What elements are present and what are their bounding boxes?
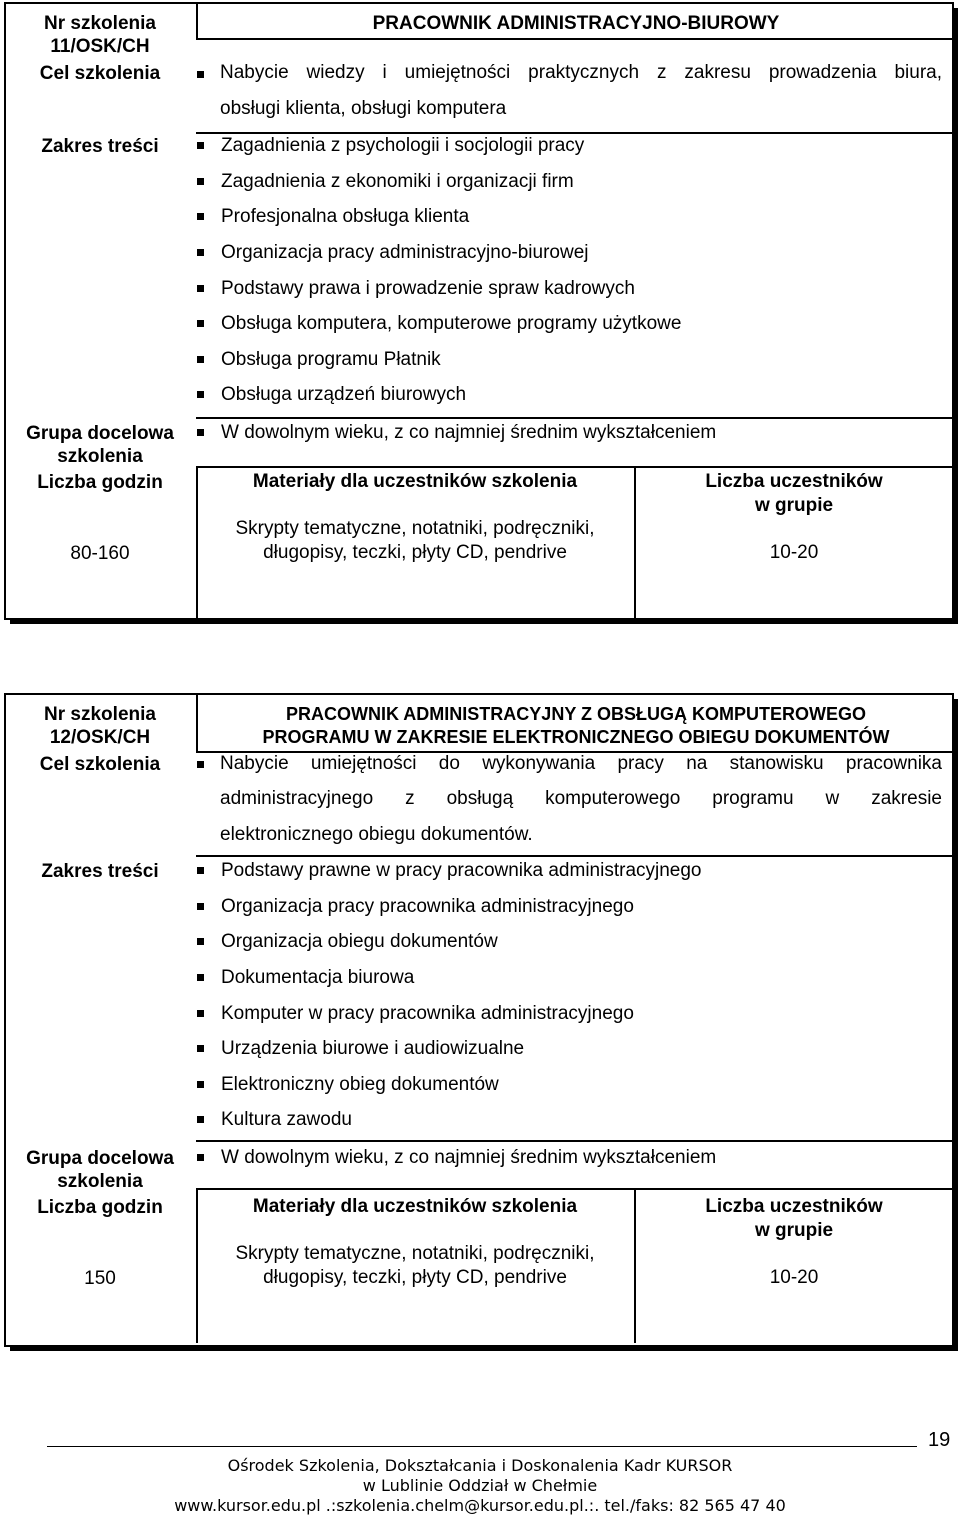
list-item: Dokumentacja biurowa xyxy=(197,967,414,989)
footer-line: Ośrodek Szkolenia, Dokształcania i Doskonalenia Kadr KURSOR xyxy=(227,1456,733,1475)
list-item: Zagadnienia z psychologii i socjologii pracy xyxy=(197,135,584,157)
divider xyxy=(196,466,952,468)
godzin-label: Liczba godzin xyxy=(37,472,163,493)
cel-text-line: administracyjnego z obsługą komputerowego programu w zakresie xyxy=(220,788,942,809)
footer-rule xyxy=(47,1446,917,1447)
uczestnikow-label: Liczba uczestników xyxy=(705,1196,883,1217)
list-item: Obsługa komputera, komputerowe programy użytkowe xyxy=(197,313,681,335)
list-item: Organizacja obiegu dokumentów xyxy=(197,931,498,953)
course-title: PRACOWNIK ADMINISTRACYJNY Z OBSŁUGĄ KOMPUTEROWEGO xyxy=(285,704,866,724)
grupa-label: Grupa docelowa xyxy=(26,1148,174,1169)
nr-label: Nr szkolenia xyxy=(44,704,156,725)
uczestnikow-value: 10-20 xyxy=(769,1267,819,1288)
list-item: Komputer w pracy pracownika administracyjnego xyxy=(197,1003,634,1025)
grupa-label: Grupa docelowa xyxy=(26,423,174,444)
cel-text-line: elektronicznego obiegu dokumentów. xyxy=(220,824,533,845)
list-item: Obsługa urządzeń biurowych xyxy=(197,384,466,406)
godzin-value: 80-160 xyxy=(70,543,130,564)
materialy-text: Skrypty tematyczne, notatniki, podręczniki, xyxy=(235,1243,595,1264)
list-item: Zagadnienia z ekonomiki i organizacji firm xyxy=(197,171,574,193)
nr-value: 11/OSK/CH xyxy=(50,36,150,57)
divider xyxy=(196,38,952,40)
grupa-value: W dowolnym wieku, z co najmniej średnim wykształceniem xyxy=(197,422,716,444)
bullet-icon xyxy=(197,761,204,768)
nr-value: 12/OSK/CH xyxy=(49,727,151,748)
list-item: Organizacja pracy pracownika administracyjnego xyxy=(197,896,634,918)
materialy-text: długopisy, teczki, płyty CD, pendrive xyxy=(263,1267,567,1288)
cel-label: Cel szkolenia xyxy=(39,754,161,775)
grupa-label: szkolenia xyxy=(57,1171,143,1192)
list-item: Organizacja pracy administracyjno-biurowej xyxy=(197,242,589,264)
list-item: Obsługa programu Płatnik xyxy=(197,349,441,371)
cel-text-line: obsługi klienta, obsługi komputera xyxy=(220,98,507,119)
nr-label: Nr szkolenia xyxy=(44,13,156,34)
divider xyxy=(196,1140,952,1142)
grupa-value: W dowolnym wieku, z co najmniej średnim wykształceniem xyxy=(197,1147,716,1169)
course-title: PRACOWNIK ADMINISTRACYJNO-BIUROWY xyxy=(372,13,780,34)
list-item: Urządzenia biurowe i audiowizualne xyxy=(197,1038,524,1060)
uczestnikow-label: Liczba uczestników xyxy=(705,471,883,492)
footer-line: w Lublinie Oddział w Chełmie xyxy=(362,1476,598,1495)
list-item: Podstawy prawne w pracy pracownika administracyjnego xyxy=(197,860,702,882)
cel-label: Cel szkolenia xyxy=(39,63,161,84)
uczestnikow-label: w grupie xyxy=(754,495,834,516)
materialy-label: Materiały dla uczestników szkolenia xyxy=(252,1196,578,1217)
divider xyxy=(196,132,952,134)
materialy-text: Skrypty tematyczne, notatniki, podręczniki, xyxy=(235,518,595,539)
footer-line: www.kursor.edu.pl .:szkolenia.chelm@kursor.edu.pl.:. tel./faks: 82 565 47 40 xyxy=(174,1496,786,1515)
divider xyxy=(196,417,952,419)
grupa-label: szkolenia xyxy=(57,446,143,467)
zakres-label: Zakres treści xyxy=(41,136,159,157)
cel-text-line: Nabycie wiedzy i umiejętności praktycznych z zakresu prowadzenia biura, xyxy=(220,62,942,83)
materialy-text: długopisy, teczki, płyty CD, pendrive xyxy=(263,542,567,563)
bullet-icon xyxy=(197,71,204,78)
uczestnikow-label: w grupie xyxy=(754,1220,834,1241)
list-item: Profesjonalna obsługa klienta xyxy=(197,206,469,228)
list-item: Elektroniczny obieg dokumentów xyxy=(197,1074,499,1096)
divider xyxy=(196,1188,952,1190)
page-number: 19 xyxy=(928,1429,951,1451)
list-item: Podstawy prawa i prowadzenie spraw kadrowych xyxy=(197,278,635,300)
divider xyxy=(196,855,952,857)
godzin-value: 150 xyxy=(84,1268,116,1289)
uczestnikow-value: 10-20 xyxy=(769,542,819,563)
course-title: PROGRAMU W ZAKRESIE ELEKTRONICZNEGO OBIEGU DOKUMENTÓW xyxy=(262,727,890,747)
materialy-label: Materiały dla uczestników szkolenia xyxy=(252,471,578,492)
zakres-label: Zakres treści xyxy=(41,861,159,882)
godzin-label: Liczba godzin xyxy=(37,1197,163,1218)
cel-text-line: Nabycie umiejętności do wykonywania pracy na stanowisku pracownika xyxy=(220,753,942,774)
list-item: Kultura zawodu xyxy=(197,1109,352,1131)
